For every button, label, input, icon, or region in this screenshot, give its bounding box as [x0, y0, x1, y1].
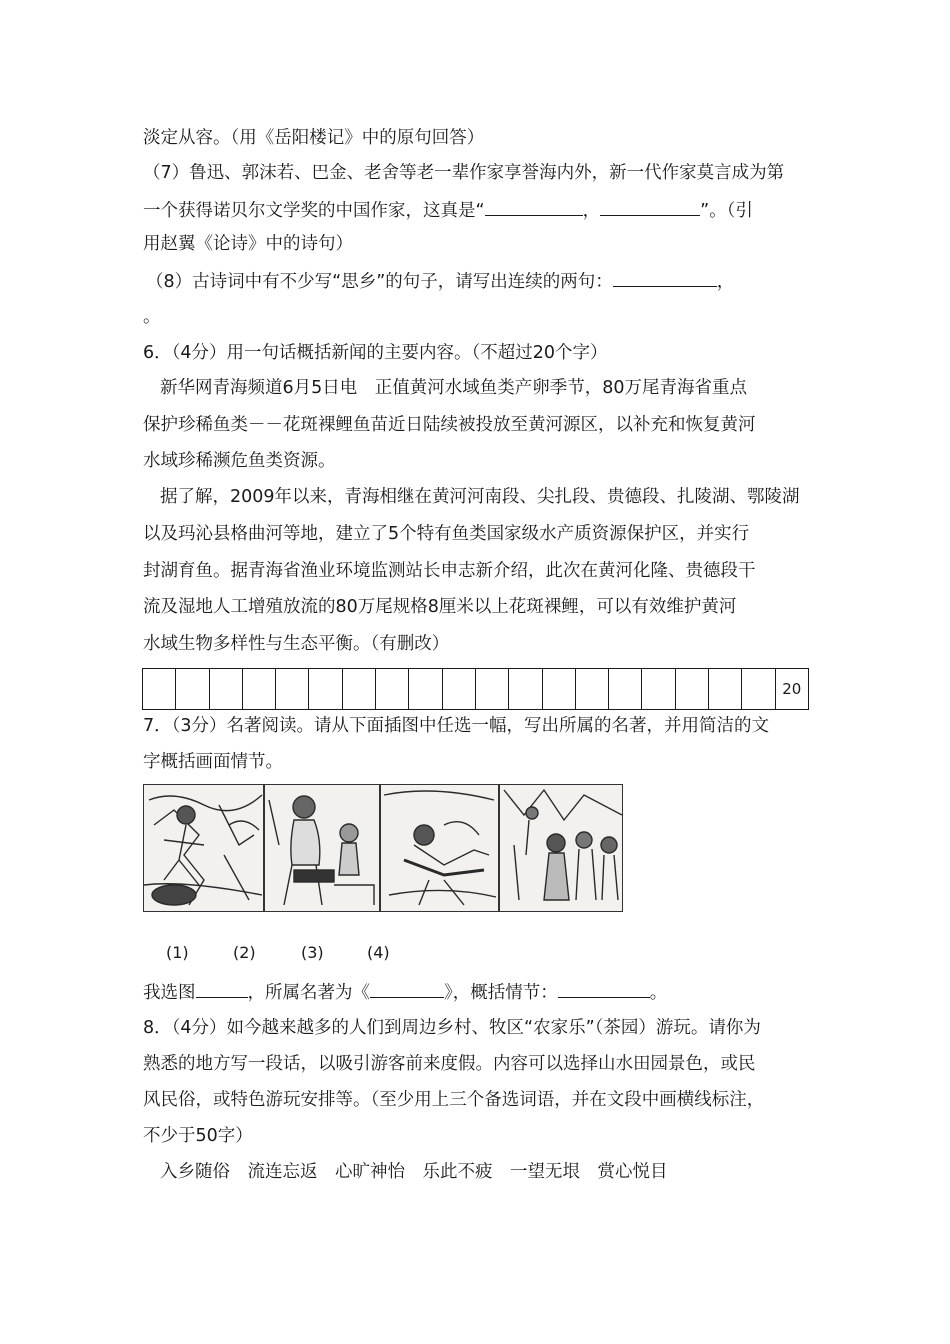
q8-line4: 不少于50字）: [143, 1126, 253, 1146]
q7-answer-line: [143, 979, 810, 1005]
grid-cell[interactable]: [742, 669, 775, 710]
q5-item7-text-b: ，: [582, 201, 601, 221]
grid-cell[interactable]: [442, 669, 475, 710]
q7-title-l1: 7．（3分）名著阅读。请从下面插图中任选一幅，写出所属的名著，并用简洁的文: [143, 716, 770, 736]
answer-blank[interactable]: [196, 979, 248, 998]
q5-item7-line1: （7）鲁迅、郭沫若、巴金、老舍等老一辈作家享誉海内外，新一代作家莫言成为第: [143, 163, 785, 183]
illustration-strip: [143, 784, 623, 912]
grid-cell[interactable]: [242, 669, 275, 710]
grid-cell[interactable]: [575, 669, 608, 710]
grid-cell[interactable]: [709, 669, 742, 710]
q6-news-p2-l2: 以及玛沁县格曲河等地，建立了5个特有鱼类国家级水产质资源保护区，并实行: [143, 524, 750, 544]
q5-item7-text-a: 一个获得诺贝尔文学奖的中国作家，这真是“: [143, 201, 485, 221]
q6-news-p2-l1: 据了解，2009年以来，青海相继在黄河河南段、尖扎段、贵德段、扎陵湖、鄂陵湖: [160, 487, 800, 507]
q7-title-l2: 字概括画面情节。: [143, 752, 283, 772]
q7-answer-d: 。: [649, 983, 668, 1003]
q6-news-p1-l3: 水域珍稀濒危鱼类资源。: [143, 451, 336, 471]
q6-news-p2-l5: 水域生物多样性与生态平衡。（有删改）: [143, 634, 450, 654]
grid-cell-20[interactable]: 20: [775, 669, 808, 710]
answer-blank[interactable]: [600, 197, 700, 216]
grid-cell[interactable]: [309, 669, 342, 710]
q7-answer-c: 》，概括情节：: [444, 983, 558, 1003]
grid-cell[interactable]: [143, 669, 176, 710]
q5-item7-text-c: ”。（引: [700, 201, 753, 221]
grid-cell[interactable]: [642, 669, 675, 710]
q5-item8-comma: ，: [716, 272, 735, 292]
q6-news-p2-l3: 封湖育鱼。据青海省渔业环境监测站长申志新介绍，此次在黄河化隆、贵德段干: [143, 561, 756, 581]
grid-cell[interactable]: [209, 669, 242, 710]
grid-cell[interactable]: [609, 669, 642, 710]
q8-line2: 熟悉的地方写一段话，以吸引游客前来度假。内容可以选择山水田园景色，或民: [143, 1054, 756, 1074]
q6-news-p1-l2: 保护珍稀鱼类－－花斑裸鲤鱼苗近日陆续被投放至黄河源区，以补充和恢复黄河: [143, 415, 756, 435]
q5-item7-line3: 用赵翼《论诗》中的诗句）: [143, 234, 353, 254]
q5-item8-line1: [146, 268, 813, 294]
q5-item7-line2: [143, 197, 810, 223]
illustration-artwork: [144, 785, 622, 911]
q5-item8-line2: 。: [143, 307, 161, 327]
grid-cell[interactable]: [276, 669, 309, 710]
grid-cell[interactable]: [509, 669, 542, 710]
grid-cell[interactable]: [376, 669, 409, 710]
answer-blank[interactable]: [370, 979, 444, 998]
grid-cell[interactable]: [675, 669, 708, 710]
answer-grid: [142, 668, 809, 710]
q8-line1: 8．（4分）如今越来越多的人们到周边乡村、牧区“农家乐”（茶园）游玩。请你为: [143, 1018, 761, 1038]
q8-word-options: 入乡随俗 流连忘返 心旷神怡 乐此不疲 一望无垠 赏心悦目: [160, 1162, 668, 1182]
image-label-1: (1): [166, 943, 189, 962]
grid-cell[interactable]: [409, 669, 442, 710]
q6-title: 6．（4分）用一句话概括新闻的主要内容。（不超过20个字）: [143, 343, 608, 363]
q5-item8-text: （8）古诗词中有不少写“思乡”的句子，请写出连续的两句：: [146, 272, 613, 292]
q8-line3: 风民俗，或特色游玩安排等。（至少用上三个备选词语，并在文段中画横线标注，: [143, 1090, 765, 1110]
q5-line-6-end: 淡定从容。（用《岳阳楼记》中的原句回答）: [143, 128, 485, 148]
image-label-3: (3): [301, 943, 324, 962]
grid-cell[interactable]: [342, 669, 375, 710]
answer-blank[interactable]: [558, 979, 650, 998]
image-label-2: (2): [233, 943, 256, 962]
grid-cell[interactable]: [542, 669, 575, 710]
q6-news-p2-l4: 流及湿地人工增殖放流的80万尾规格8厘米以上花斑裸鲤，可以有效维护黄河: [143, 597, 737, 617]
answer-blank[interactable]: [485, 197, 583, 216]
grid-cell[interactable]: [176, 669, 209, 710]
image-label-4: (4): [367, 943, 390, 962]
q7-answer-b: ，所属名著为《: [247, 983, 370, 1003]
q6-news-p1-l1: 新华网青海频道6月5日电 正值黄河水域鱼类产卵季节，80万尾青海省重点: [160, 378, 748, 398]
grid-cell[interactable]: [475, 669, 508, 710]
q7-answer-a: 我选图: [143, 983, 196, 1003]
answer-blank[interactable]: [613, 268, 717, 287]
